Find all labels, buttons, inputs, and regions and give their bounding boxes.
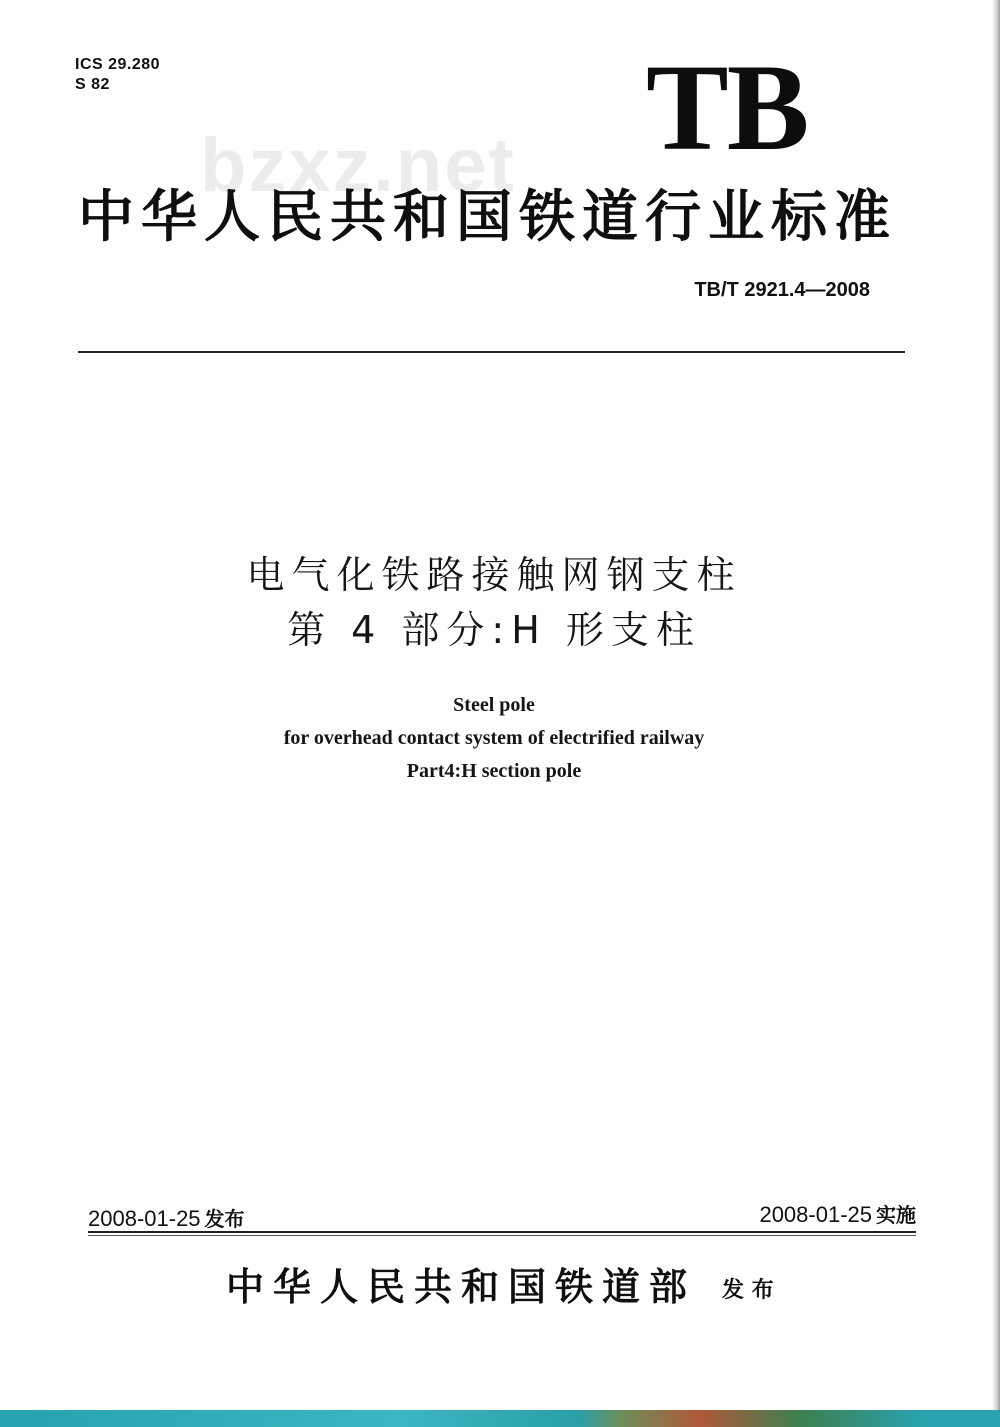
standard-number: TB/T 2921.4—2008 xyxy=(694,279,870,301)
watermark: bzxz.net xyxy=(200,123,516,208)
en-title-line1: Steel pole xyxy=(453,694,535,716)
ics-code: ICS 29.280 xyxy=(75,56,161,73)
implementation-date-value: 2008-01-25 xyxy=(759,1202,872,1227)
en-title-line2: for overhead contact system of electrified railway xyxy=(283,727,705,749)
ccs-code: S 82 xyxy=(75,76,110,93)
footer-divider xyxy=(88,1231,916,1233)
en-title-line3: Part4:H section pole xyxy=(406,760,582,782)
tb-logo: TB xyxy=(646,39,808,176)
issue-date-value: 2008-01-25 xyxy=(88,1206,201,1231)
industry-standard-title: 中华人民共和国铁道行业标准 xyxy=(78,185,897,250)
zh-title-line2: 第 4 部分:H 形支柱 xyxy=(287,608,701,652)
issue-date xyxy=(88,1206,245,1232)
page-edge-shadow xyxy=(992,0,1000,1410)
implementation-date xyxy=(600,1202,916,1228)
issuer-name: 中华人民共和国铁道部 xyxy=(226,1265,697,1309)
bottom-decorative-strip xyxy=(0,1410,1000,1427)
footer-divider-thin xyxy=(88,1235,916,1236)
zh-title-line1: 电气化铁路接触网钢支柱 xyxy=(246,553,742,597)
issue-date-label: 发布 xyxy=(204,1207,245,1231)
header-divider xyxy=(78,351,905,353)
implementation-date-label: 实施 xyxy=(876,1203,916,1227)
issuer-action: 发 布 xyxy=(722,1278,774,1303)
